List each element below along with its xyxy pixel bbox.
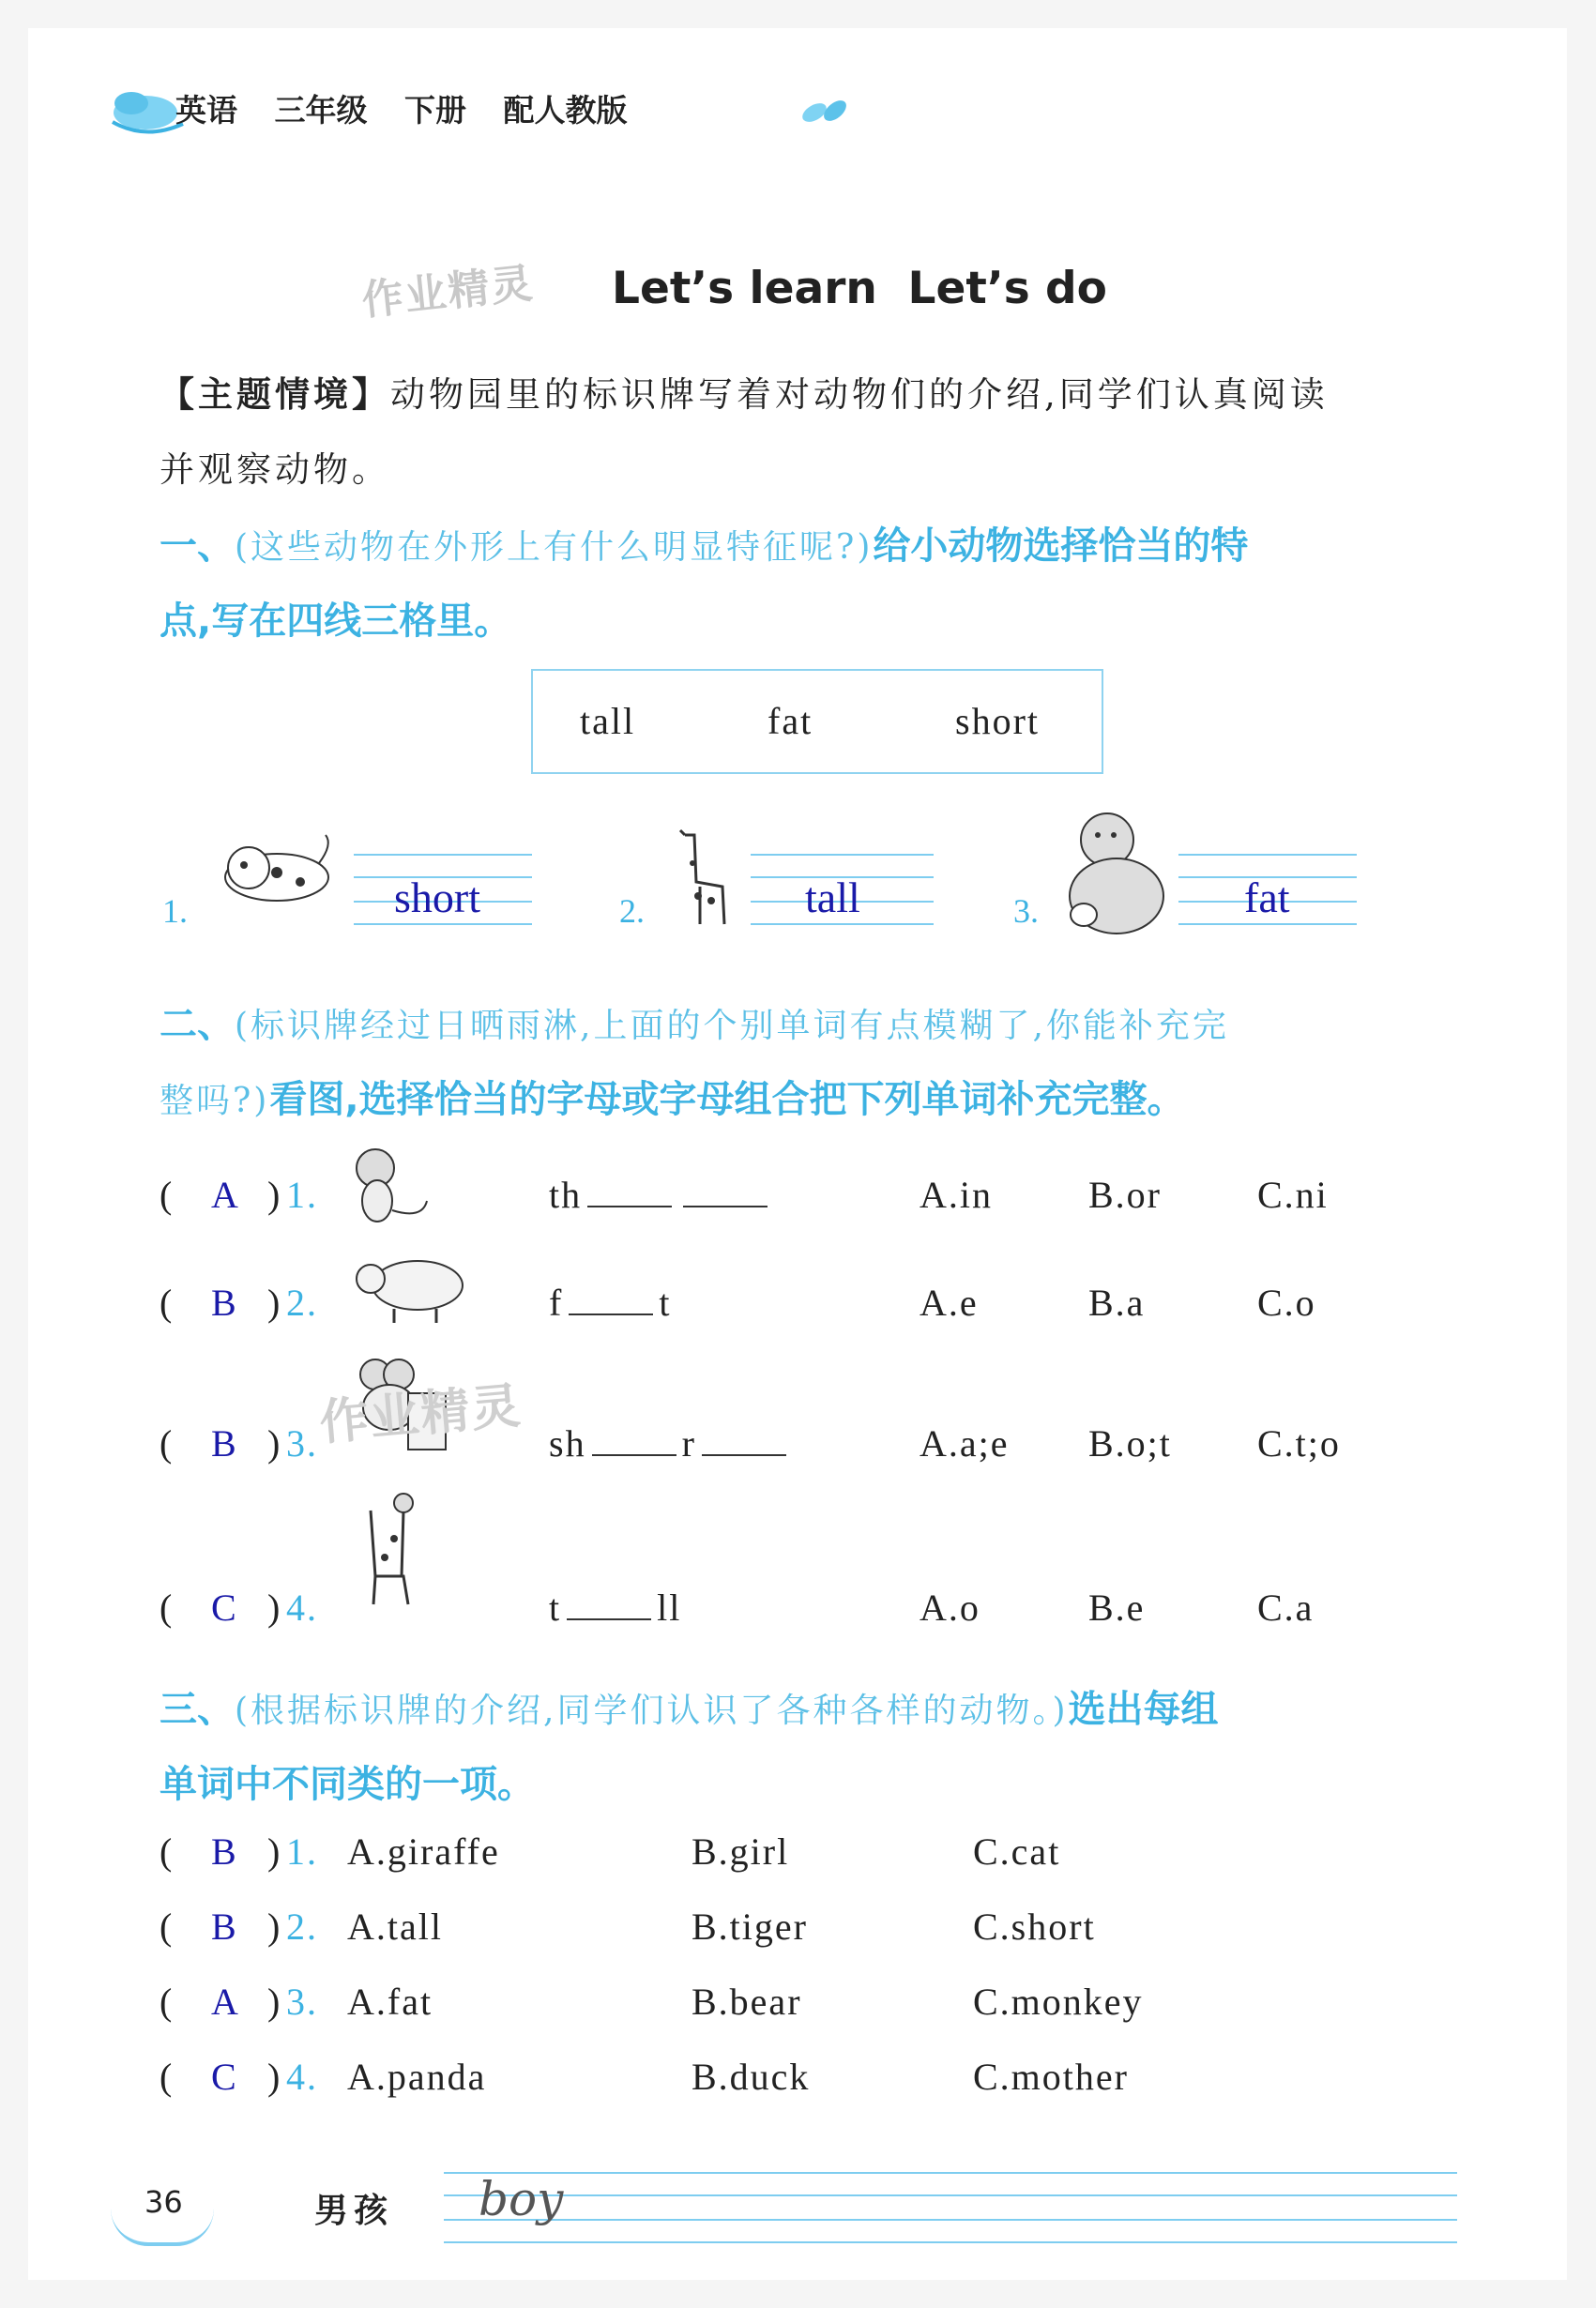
giraffe-illustration bbox=[657, 826, 741, 929]
option-c: C.mother bbox=[973, 2056, 1129, 2098]
answer-letter: A bbox=[211, 1981, 240, 2023]
option-a: A.tall bbox=[347, 1906, 443, 1948]
page-number-badge bbox=[111, 2177, 214, 2246]
option-c: C.ni bbox=[1257, 1174, 1329, 1216]
section2-instruction: 看图,选择恰当的字母或字母组合把下列单词补充完整。 bbox=[269, 1078, 1185, 1121]
bear-illustration bbox=[1056, 807, 1178, 938]
option-b: B.bear bbox=[692, 1981, 802, 2023]
answer-letter: C bbox=[211, 1587, 238, 1629]
workbook-page bbox=[28, 28, 1567, 2280]
section1-context: (这些动物在外形上有什么明显特征呢?) bbox=[235, 528, 874, 567]
option-c: C.short bbox=[973, 1906, 1096, 1948]
section1-title-line-1 bbox=[160, 516, 1248, 569]
option-c: C.monkey bbox=[973, 1981, 1144, 2023]
section1-item-number: 3. bbox=[1013, 892, 1039, 930]
option-c: C.cat bbox=[973, 1830, 1061, 1873]
option-a: A.giraffe bbox=[347, 1830, 500, 1873]
header-volume: 下册 bbox=[404, 92, 466, 129]
word-bank-item: tall bbox=[580, 700, 636, 742]
section1-title-line-2: 点,写在四线三格里。 bbox=[160, 600, 512, 643]
page-number: 36 bbox=[144, 2184, 183, 2220]
header bbox=[175, 86, 628, 130]
giraffe-illustration bbox=[347, 1482, 432, 1614]
monkey-illustration bbox=[347, 1145, 441, 1229]
word-fragment: sh bbox=[549, 1422, 586, 1465]
option-b: B.a bbox=[1088, 1282, 1146, 1324]
answer-letter: A bbox=[211, 1174, 240, 1216]
section1-item-number: 1. bbox=[162, 892, 188, 930]
section2-item: ( A ) 1. th A.in B.or C.ni bbox=[160, 1173, 1473, 1229]
option-b: B.or bbox=[1088, 1174, 1162, 1216]
section3-instruction-a: 选出每组 bbox=[1068, 1688, 1219, 1731]
section3-title-line-1 bbox=[160, 1679, 1219, 1733]
watermark: 作业精灵 bbox=[317, 1377, 524, 1452]
option-b: B.tiger bbox=[692, 1906, 808, 1948]
section3-number: 三、 bbox=[160, 1688, 235, 1731]
option-b: B.e bbox=[1088, 1587, 1146, 1629]
header-grade: 三年级 bbox=[274, 92, 368, 129]
answer-letter: B bbox=[211, 1906, 238, 1948]
section2-title-line-1 bbox=[160, 995, 1229, 1048]
answer-letter: B bbox=[211, 1422, 238, 1465]
section3-context: (根据标识牌的介绍,同学们认识了各种各样的动物。) bbox=[235, 1692, 1069, 1730]
answer-text: short bbox=[394, 873, 480, 921]
option-a: A.fat bbox=[347, 1981, 433, 2023]
section2-title-line-2 bbox=[160, 1070, 1185, 1123]
lesson-title: Let’s learn Let’s do bbox=[612, 263, 1107, 314]
section1-instruction-a: 给小动物选择恰当的特 bbox=[873, 524, 1249, 568]
option-c: C.a bbox=[1257, 1587, 1315, 1629]
option-b: B.girl bbox=[692, 1830, 790, 1873]
word-bank-item: short bbox=[955, 700, 1040, 742]
item-number: 4. bbox=[286, 1587, 318, 1629]
intro-line-2: 并观察动物。 bbox=[160, 449, 390, 490]
word-fragment: ll bbox=[657, 1587, 682, 1629]
word-fragment: t bbox=[549, 1587, 562, 1629]
dog-illustration bbox=[211, 826, 342, 910]
word-fragment: r bbox=[681, 1422, 696, 1465]
section2-item: ( B ) 2. f t A.e B.a C.o bbox=[160, 1281, 1473, 1337]
item-number: 2. bbox=[286, 1906, 318, 1948]
intro-line-1 bbox=[160, 366, 1520, 417]
section3-title-line-2: 单词中不同类的一项。 bbox=[160, 1763, 535, 1806]
option-a: A.in bbox=[920, 1174, 993, 1216]
section2-context-b: 整吗?) bbox=[160, 1082, 270, 1120]
word-bank-item: fat bbox=[768, 700, 813, 742]
item-number: 3. bbox=[286, 1422, 318, 1465]
option-b: B.duck bbox=[692, 2056, 811, 2098]
option-c: C.t;o bbox=[1257, 1422, 1341, 1465]
answer-letter: B bbox=[211, 1282, 238, 1324]
item-number: 1. bbox=[286, 1830, 318, 1873]
intro-label: 【主题情境】 bbox=[160, 373, 390, 415]
intro-text-1: 动物园里的标识牌写着对动物们的介绍,同学们认真阅读 bbox=[390, 374, 1329, 415]
section1-item-number: 2. bbox=[619, 892, 645, 930]
section2-number: 二、 bbox=[160, 1003, 235, 1046]
footer-writing-lines bbox=[444, 2172, 1457, 2247]
option-c: C.o bbox=[1257, 1282, 1316, 1324]
section3-item: ( B ) 2. A.tall B.tiger C.short bbox=[160, 1906, 1096, 1948]
word-fragment: th bbox=[549, 1174, 583, 1216]
answer-text: fat bbox=[1244, 873, 1290, 921]
sheep-illustration bbox=[347, 1253, 469, 1328]
item-number: 1. bbox=[286, 1174, 318, 1216]
leaf-icon bbox=[798, 92, 854, 129]
word-bank-box bbox=[531, 669, 1103, 774]
item-number: 2. bbox=[286, 1282, 318, 1324]
option-a: A.e bbox=[920, 1282, 979, 1324]
item-number: 3. bbox=[286, 1981, 318, 2023]
answer-letter: B bbox=[211, 1830, 238, 1873]
section2-item: ( C ) 4. t ll A.o B.e C.a bbox=[160, 1586, 1473, 1642]
option-a: A.panda bbox=[347, 2056, 487, 2098]
option-a: A.a;e bbox=[920, 1422, 1010, 1465]
section3-item: ( C ) 4. A.panda B.duck C.mother bbox=[160, 2056, 1129, 2098]
section2-item: ( B ) 3. 作业精灵 sh r A.a;e B.o;t C.t;o bbox=[160, 1421, 1473, 1478]
option-b: B.o;t bbox=[1088, 1422, 1172, 1465]
watermark: 作业精灵 bbox=[359, 259, 537, 326]
word-fragment: t bbox=[659, 1282, 672, 1324]
option-a: A.o bbox=[920, 1587, 980, 1629]
header-subject: 英语 bbox=[175, 92, 237, 129]
header-edition: 配人教版 bbox=[503, 92, 628, 129]
word-fragment: f bbox=[549, 1282, 564, 1324]
section2-context-a: (标识牌经过日晒雨淋,上面的个别单词有点模糊了,你能补充完 bbox=[235, 1007, 1229, 1045]
item-number: 4. bbox=[286, 2056, 318, 2098]
section1-number: 一、 bbox=[160, 524, 235, 568]
section3-item: ( A ) 3. A.fat B.bear C.monkey bbox=[160, 1981, 1144, 2023]
footer-cn-word: 男孩 bbox=[314, 2191, 394, 2230]
answer-letter: C bbox=[211, 2056, 238, 2098]
section3-item: ( B ) 1. A.giraffe B.girl C.cat bbox=[160, 1830, 1061, 1873]
answer-text: tall bbox=[805, 873, 860, 921]
footer-en-word: boy bbox=[479, 2172, 564, 2226]
